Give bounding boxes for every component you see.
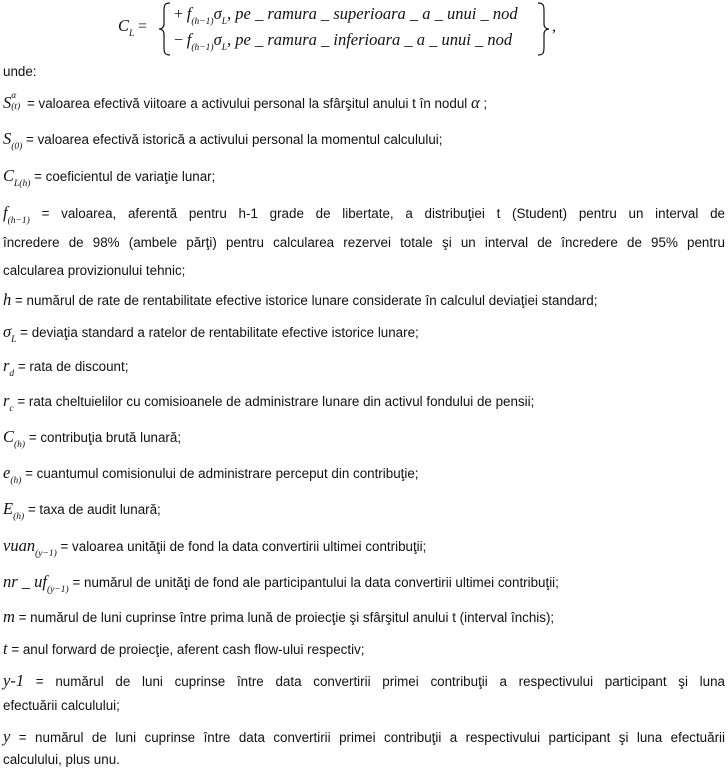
def-nr-uf — [3, 572, 725, 595]
def-s0 — [3, 129, 725, 152]
def-nr-uf-text: = numărul de unităţi de fond ale participantului la data convertirii ultimei contribuţii; — [68, 575, 559, 590]
def-sigma-text: = deviaţia standard a ratelor de rentabilitate efective istorice lunare; — [16, 325, 419, 340]
def-eh-upper-symbol: E — [3, 499, 14, 518]
def-s-alpha-tail: ; — [479, 96, 488, 111]
def-y-minus-1-line-1 — [3, 671, 725, 691]
formula-lhs-sub: L — [129, 29, 135, 39]
def-rc-text: = rata cheltuielilor cu comisioanele de administrare lunare din activul fondului de pensii; — [13, 394, 535, 409]
def-cl-sub: L(h) — [14, 179, 31, 189]
def-y-line-2: calculului, plus unu. — [3, 752, 120, 767]
def-y-line-1 — [3, 727, 725, 747]
def-eh-upper-text: = taxa de audit lunară; — [24, 502, 161, 517]
def-vuan-sub: (y−1) — [35, 549, 57, 559]
case1-f: f — [186, 4, 192, 23]
case2-sigma: σ — [213, 30, 222, 49]
def-nr-uf-sub: (y−1) — [47, 585, 69, 595]
def-y-text-1: = numărul de luni cuprinse între data convertirii primei contribuţii a respectivului participant şi luna efectuării — [10, 730, 725, 745]
def-sigma-sub: L — [11, 335, 17, 345]
case2-f: f — [186, 30, 192, 49]
def-s-alpha-scripts — [11, 91, 23, 114]
def-eh-text: = cuantumul comisionului de administrare perceput din contribuţie; — [21, 466, 419, 481]
def-y-symbol: y — [3, 727, 11, 746]
def-rd-sub: d — [9, 369, 15, 379]
def-s-alpha-sup: α — [11, 91, 17, 102]
def-m-text: = numărul de luni cuprinse între prima lună de proiecţie şi sfârşitul anului t (interval închis); — [14, 610, 555, 625]
def-sigma-symbol: σ — [3, 322, 12, 341]
formula-trailing-comma: , — [552, 18, 556, 35]
case2-text: , pe _ ramura _ inferioara _ a _ unui _ nod — [227, 30, 513, 49]
def-y-minus-1-symbol: y-1 — [3, 671, 25, 690]
def-f-line-3: calcularea provizionului tehnic; — [3, 263, 186, 278]
case1-f-sub: (h−1) — [191, 17, 214, 27]
formula-case-lower — [174, 30, 513, 53]
case1-sign: + — [174, 6, 184, 23]
def-s-alpha-text: = valoarea efectivă viitoare a activului personal la sfârşitul anului t în nodul — [23, 96, 471, 111]
def-eh — [3, 463, 725, 486]
def-eh-symbol: e — [3, 463, 11, 482]
def-f-text-1: = valoarea, aferentă pentru h-1 grade de libertate, a distribuţiei t (Student) pentru un interval de — [41, 206, 725, 221]
case2-sigma-sub: L — [221, 43, 228, 53]
def-rc-sub: c — [9, 404, 14, 414]
case1-sigma-sub: L — [221, 17, 228, 27]
formula-equals: = — [138, 18, 148, 35]
def-cl — [3, 166, 725, 189]
def-sigma — [3, 322, 725, 345]
formula-lhs — [118, 16, 148, 39]
def-f-line-2: încredere de 98% (ambele părţi) pentru calcularea rezervei totale şi un interval de încredere de 95% pentru — [3, 235, 725, 250]
def-cl-symbol: C — [3, 166, 15, 185]
def-s-alpha-tail-symbol: α — [470, 93, 480, 112]
def-f-line-1 — [3, 203, 725, 226]
def-ch — [3, 427, 725, 450]
case1-text: , pe _ ramura _ superioara _ a _ unui _ nod — [227, 4, 518, 23]
def-eh-sub: (h) — [10, 476, 22, 486]
def-rd-symbol: r — [3, 356, 10, 375]
def-t-text: = anul forward de proiecţie, aferent cash flow-ului respectiv; — [7, 642, 365, 657]
def-h-text: = numărul de rate de rentabilitate efective istorice lunare considerate în calculul deviaţiei standard; — [11, 293, 598, 308]
formula-cl — [118, 2, 598, 56]
def-s0-text: = valoarea efectivă istorică a activului personal la momentul calculului; — [22, 132, 443, 147]
formula-left-brace — [158, 2, 172, 56]
def-y-minus-1-line-2: efectuării calculului; — [3, 698, 120, 713]
def-cl-text: = coeficientul de variaţie lunar; — [30, 169, 216, 184]
def-rc — [3, 391, 725, 414]
formula-right-brace — [536, 2, 550, 56]
def-f-sub: (h−1) — [7, 216, 30, 226]
def-rc-symbol: r — [3, 391, 10, 410]
case2-f-sub: (h−1) — [191, 43, 214, 53]
def-h — [3, 290, 725, 310]
def-s-alpha-symbol: S — [3, 93, 12, 112]
def-nr-uf-symbol: nr _ uf — [3, 572, 48, 591]
def-s0-sub: (0) — [11, 142, 23, 152]
case2-sign: − — [174, 32, 184, 49]
def-s-alpha — [3, 93, 725, 114]
def-rd — [3, 356, 725, 379]
case1-sigma: σ — [213, 4, 222, 23]
def-vuan-symbol: vuan — [3, 536, 36, 555]
formula-lhs-symbol: C — [118, 16, 130, 35]
def-vuan-text: = valoarea unităţii de fond la data convertirii ultimei contribuţii; — [56, 539, 427, 554]
def-ch-sub: (h) — [14, 440, 26, 450]
def-y-minus-1-text-1: = numărul de luni cuprinse între data convertirii primei contribuţii a respectivului participant şi luna — [24, 674, 725, 689]
def-h-symbol: h — [3, 290, 12, 309]
def-s0-symbol: S — [3, 129, 12, 148]
def-ch-text: = contribuţia brută lunară; — [25, 430, 182, 445]
def-f-symbol: f — [3, 203, 8, 222]
def-eh-upper — [3, 499, 725, 522]
def-t — [3, 639, 725, 659]
def-m-symbol: m — [3, 607, 15, 626]
def-vuan — [3, 536, 725, 559]
def-s-alpha-sub: (t) — [11, 102, 21, 113]
intro-text: unde: — [3, 64, 37, 79]
def-t-symbol: t — [3, 639, 8, 658]
formula-case-upper — [174, 4, 518, 27]
def-eh-upper-sub: (h) — [13, 512, 25, 522]
def-rd-text: = rata de discount; — [14, 359, 129, 374]
def-ch-symbol: C — [3, 427, 15, 446]
def-m — [3, 607, 725, 627]
